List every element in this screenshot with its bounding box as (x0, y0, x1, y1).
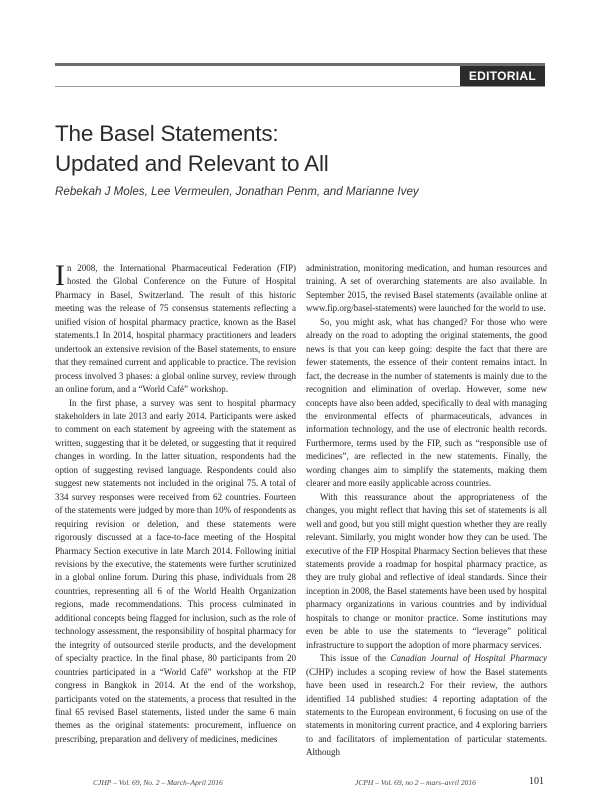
title-line-2: Updated and Relevant to All (55, 151, 329, 176)
article-title (55, 119, 535, 179)
paragraph-text: This issue of the (320, 653, 391, 664)
section-badge: EDITORIAL (460, 66, 545, 86)
footer-citation-fr: JCPH – Vol. 69, no 2 – mars–avril 2016 (355, 778, 476, 787)
journal-name: Canadian Journal of Hospital Pharmacy (390, 653, 547, 664)
drop-cap: I (55, 262, 65, 292)
paragraph (55, 262, 296, 397)
paragraph: In the first phase, a survey was sent to hospital pharmacy stakeholders in late 2013 and early 2014. Participants were asked to comment on each statement by agreeing with the statement as written, suggesting that it be deleted, or suggesting that it required changes in wording. In the latter situation, respondents had the option of suggesting revised language. Respondents could also suggest new statements not included in the original 75. A total of 334 survey responses were received from 62 countries. Fourteen of the statements were judged by more than 10% of respondents as requiring revision or deletion, and these statements were rigorously discussed at a face-to-face meeting of the Hospital Pharmacy Section executive in late March 2014. Following initial revisions by the executive, the statements were further scrutinized in a global online forum. During this phase, individuals from 28 countries, representing all 6 of the World Health Organization regions, made recommendations. This process culminated in additional concepts being flagged for inclusion, such as the role of technology assessment, the responsibility of hospital pharmacy for the integrity of outsourced sterile products, and the development of specialty practice. In the final phase, 80 participants from 20 countries participated in a “World Café” workshop at the FIP congress in Bangkok in 2014. At the end of the workshop, participants voted on the statements, a process that resulted in the final 65 revised Basel statements, listed under the same 6 main themes as the original statements: procurement, influence on prescribing, preparation and delivery of medicines, medicines (55, 397, 296, 744)
paragraph: With this reassurance about the appropriateness of the changes, you might reflect that having this set of statements is all well and good, but you still might question whether they are really relevant. Similarly, you might wonder how they can be used. The executive of the FIP Hospital Pharmacy Section believes that these statements provide a roadmap for hospital pharmacy practice, as they are truly global and reflective of ideal standards. Since their inception in 2008, the Basel statements have been used by hospital pharmacy organizations in various countries and by individual hospitals to change or monitor practice. Some institutions may even be able to use the statements to “leverage” political infrastructure to support the adoption of more pharmacy services. (306, 491, 547, 650)
paragraph-text: (CJHP) includes a scoping review of how the Basel statements have been used in research.2 For their review, the authors identified 14 published studies: 4 reporting adaptation of the statements to the European environment, 6 focusing on use of the statements in monitoring current practice, and 4 exploring barriers to and facilitators of implementation of particular statements. Although (306, 666, 547, 758)
footer-citation-en: CJHP – Vol. 69, No. 2 – March–April 2016 (93, 778, 223, 787)
body-column-left (55, 262, 296, 772)
author-list: Rebekah J Moles, Lee Vermeulen, Jonathan Penm, and Marianne Ivey (55, 185, 419, 198)
title-line-1: The Basel Statements: (55, 121, 279, 146)
paragraph: administration, monitoring medication, and human resources and training. A set of overarching statements are also available. In September 2015, the revised Basel statements (available online at www.fip.org/basel-statements) were launched for the world to use. (306, 263, 547, 314)
header-subrule (55, 86, 545, 87)
paragraph: So, you might ask, what has changed? For those who were already on the road to adopting the original statements, the good news is that you can keep going: despite the fact that there are fewer statements, the essence of their content remains intact. In fact, the decrease in the number of statements is mainly due to the recognition and elimination of overlap. However, some new concepts have also been added, specifically to deal with managing the environmental effects of pharmaceuticals, advances in information technology, and the use of electronic health records. Furthermore, terms used by the FIP, such as “responsible use of medicines”, are reflected in the new statements. Finally, the wording changes aim to simplify the statements, making them clearer and more easily applicable across countries. (306, 316, 547, 489)
body-column-right (306, 262, 547, 772)
paragraph-text: n 2008, the International Pharmaceutical Federation (FIP) hosted the Global Conference on the Future of Hospital Pharmacy in Basel, Switzerland. The result of this historic meeting was the release of 75 consensus statements reflecting a unified vision of hospital pharmacy practice, known as the Basel statements.1 In 2014, hospital pharmacy practitioners and leaders undertook an extensive revision of the Basel statements, to ensure that they remained current and applicable to practice. The revision process involved 3 phases: a global online survey, review through an online forum, and a “World Café” workshop. (55, 263, 296, 395)
page-number: 101 (529, 776, 544, 787)
paragraph (306, 652, 547, 760)
